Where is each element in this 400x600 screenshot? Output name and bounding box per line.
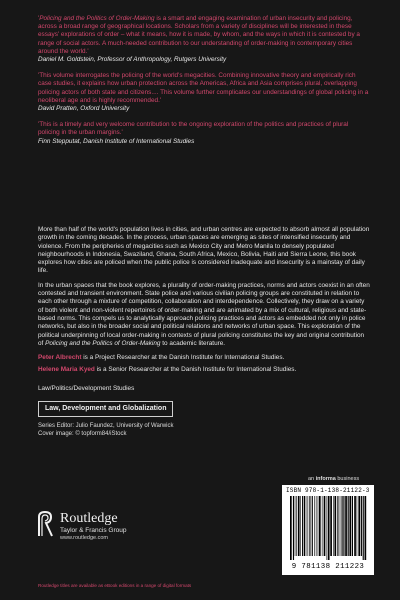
author-role: is a Project Researcher at the Danish Institute for International Studies. <box>81 354 285 362</box>
barcode-bar <box>340 496 341 556</box>
text-run: ' <box>38 15 40 22</box>
isbn-digits: 9 781138 211223 <box>291 563 365 571</box>
endorsement-attribution: Daniel M. Goldstein, Professor of Anthropology, Rutgers University <box>38 56 227 64</box>
endorsement-attribution: David Pratten, Oxford University <box>38 105 130 113</box>
barcode <box>282 485 374 575</box>
barcode-bar <box>330 496 332 556</box>
barcode-bar <box>342 496 343 556</box>
barcode-bar <box>308 496 309 556</box>
description-paragraph <box>38 226 370 276</box>
barcode-bar <box>295 496 296 556</box>
author-role: is a Senior Researcher at the Danish Institute for International Studies. <box>94 366 297 374</box>
barcode-bar <box>333 496 334 556</box>
author-bio <box>38 354 370 362</box>
barcode-bar <box>324 496 326 556</box>
barcode-bar <box>302 496 303 556</box>
informa-business <box>308 476 359 482</box>
series-title-box: Law, Development and Globalization <box>38 401 173 417</box>
endorsement-quote <box>38 15 370 56</box>
barcode-bar <box>314 496 315 556</box>
publisher-group: Taylor & Francis Group <box>60 527 127 534</box>
informa-suffix: business <box>335 476 360 482</box>
publisher-name: Routledge <box>60 511 118 526</box>
subject-category: Law/Politics/Development Studies <box>38 384 135 392</box>
publisher-logo <box>38 511 198 543</box>
blurbs-container <box>38 15 370 146</box>
barcode-bar <box>306 496 307 556</box>
endorsements <box>38 15 370 154</box>
series-editor: Series Editor: Julio Faundez, University of Warwick <box>38 423 174 430</box>
cover-image-credit: Cover image: © topform84/iStock <box>38 431 127 438</box>
informa-prefix: an <box>308 476 316 482</box>
barcode-bar <box>318 496 319 556</box>
endorsement-quote <box>38 121 370 137</box>
barcode-bar <box>304 496 305 556</box>
text-run: 'This is a timely and very welcome contribution to the ongoing exploration of the politics and practices of plural policing in the urban margins.' <box>38 121 349 137</box>
text-run: to academic literature. <box>160 339 226 347</box>
barcode-bar <box>316 496 317 556</box>
barcode-bar <box>358 496 360 556</box>
barcode-bar <box>363 496 364 560</box>
barcode-bar <box>357 496 358 556</box>
barcode-bar <box>296 496 297 556</box>
routledge-logo-icon <box>38 511 54 537</box>
barcode-bar <box>328 496 330 560</box>
author-name: Peter Albrecht <box>38 354 82 362</box>
barcode-bar <box>349 496 351 556</box>
isbn-label: ISBN 978-1-138-21122-3 <box>286 487 370 494</box>
ebook-footnote: Routledge titles are available as eBook editions in a range of digital formats <box>38 583 192 588</box>
barcode-bar <box>343 496 344 556</box>
barcode-bar <box>361 496 362 556</box>
barcode-bar <box>290 496 292 560</box>
barcode-bar <box>300 496 301 556</box>
barcode-bar <box>352 496 353 556</box>
main-text <box>38 226 370 438</box>
text-run: 'This volume interrogates the policing of the world's megacities. Combining innovative theory and empirically rich case studies, it explains how urban protection across the Americas, Africa and Asia comprises plural, overlapping policing actors of both state and citizens.... This volume further complicates our understandings of global policing in a neoliberal age and is highly recommended.' <box>38 72 369 104</box>
informa-name: informa <box>315 476 336 482</box>
endorsement-attribution: Finn Stepputat, Danish Institute of International Studies <box>38 137 195 145</box>
text-run: In the urban spaces that the book explores, a plurality of order-making practices, norms and actors coexist in an often contested and transient environment. State police and various civilian policing groups are constituted in relation to each other through a mixture of competition, collaboration and interdependence. Collectively, they draw on a variety of both violent and non-violent repertoires of order-making and are animated by a mix of cultural, religious and state-based norms. This compels us to analytically approach policing practices and actors as embedded not only in police networks, but also in the broader social and political relations and networks of urban space. This exploration of the political underpinning of local order-making in contexts of plural policing constitutes the key and original contribution of <box>38 281 370 347</box>
barcode-bar <box>293 496 294 560</box>
endorsement-quote <box>38 72 370 105</box>
barcode-bar <box>334 496 336 556</box>
endorsement <box>38 15 370 64</box>
description <box>38 226 370 348</box>
author-name: Helene Maria Kyed <box>38 366 95 374</box>
text-run: is a smart and engaging examination of urban insecurity and policing, across a broad range of geographical locations. Scholars from a variety of disciplines will be interested in these essays' explorations of order – what it means, how it is made, by whom, and the ways in which it is contested by a range of social actors. A much-needed contribution to our understanding of order-making in contemporary cities around the world.' <box>38 15 360 55</box>
barcode-bars <box>288 496 368 560</box>
publisher-url: www.routledge.com <box>60 535 108 541</box>
endorsement <box>38 72 370 113</box>
text-run: More than half of the world's population lives in cities, and urban centres are expected to absorb almost all population growth in the coming decades. In the process, urban spaces are emerging as sites of intensified insecurity and violence. From the peripheries of megacities such as Mexico City and Metro Manila to densely populated neighbourhoods in Indonesia, Swaziland, Ghana, South Africa, Mexico, Bolivia, Haiti and Sierra Leone, this book explores how cities are policed when the public police is considered inadequate and insecurity is a mainstay of daily life. <box>38 226 370 275</box>
barcode-bar <box>337 496 338 556</box>
barcode-bar <box>319 496 321 556</box>
barcode-bar <box>298 496 300 556</box>
endorsement <box>38 121 370 146</box>
barcode-bar <box>345 496 347 556</box>
barcode-bar <box>348 496 349 556</box>
barcode-bar <box>327 496 328 560</box>
author-bio <box>38 366 370 374</box>
barcode-bar <box>312 496 313 556</box>
barcode-bar <box>322 496 323 556</box>
barcode-bar <box>309 496 310 556</box>
description-paragraph <box>38 282 370 348</box>
author-bios <box>38 354 370 375</box>
barcode-bar <box>354 496 356 556</box>
barcode-bar <box>365 496 367 560</box>
italic-text: Policing and the Politics of Order-Making <box>39 15 155 22</box>
italic-text: Policing and the Politics of Order-Making <box>45 339 161 347</box>
